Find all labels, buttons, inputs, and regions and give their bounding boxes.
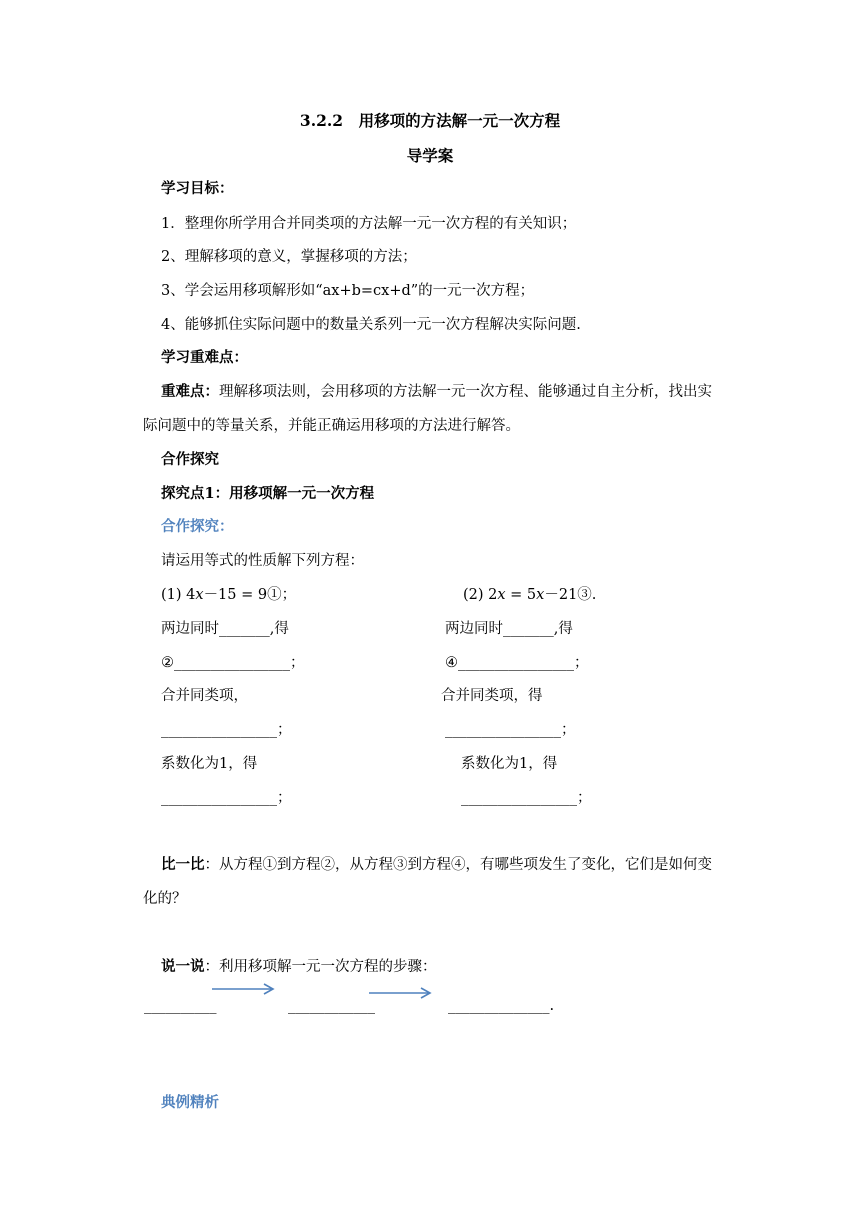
objective-item: 2、理解移项的意义，掌握移项的方法； <box>161 249 417 265</box>
objective-item: 1．整理你所学用合并同类项的方法解一元一次方程的有关知识； <box>161 216 577 232</box>
say-label: 说一说 <box>161 958 205 975</box>
key-points-label: 重难点： <box>161 383 219 400</box>
step-blank-3: ______________. <box>448 998 555 1014</box>
compare-line-1: 比一比：从方程①到方程②，从方程③到方程④，有哪些项发生了变化，它们是如何变 <box>161 856 712 873</box>
say-line: 说一说：利用移项解一元一次方程的步骤： <box>161 958 437 975</box>
eq2-step-1: 两边同时_______,得 <box>445 621 573 637</box>
cooperation-prompt: 请运用等式的性质解下列方程： <box>161 553 364 569</box>
compare-line-2: 化的？ <box>143 891 187 907</box>
objectives-heading: 学习目标： <box>161 180 234 197</box>
key-points-heading: 学习重难点： <box>161 349 248 366</box>
example-heading: 典例精析 <box>161 1094 219 1111</box>
eq1-step-3: 合并同类项， <box>161 688 248 704</box>
page-subtitle: 导学案 <box>406 146 454 165</box>
eq2-step-4: ________________； <box>445 722 576 738</box>
objective-item: 3、学会运用移项解形如“ax+b=cx+d”的一元一次方程； <box>161 283 535 299</box>
cooperation-heading: 合作探究 <box>161 451 219 468</box>
cooperation-subheading: 合作探究： <box>161 518 234 535</box>
objective-item: 4、能够抓住实际问题中的数量关系列一元一次方程解决实际问题. <box>161 317 581 333</box>
key-points-line-1 <box>161 382 712 402</box>
eq1-step-5: 系数化为1，得 <box>161 756 258 772</box>
key-points-text: 理解移项法则，会用移项的方法解一元一次方程、能够通过自主分析，找出实 <box>219 384 712 400</box>
eq1-step-4: ________________； <box>161 722 292 738</box>
eq1-step-2: ②________________； <box>161 655 305 671</box>
page-title: 3.2.2 用移项的方法解一元一次方程 <box>299 111 561 130</box>
explore-point-1: 探究点1：用移项解一元一次方程 <box>161 485 375 502</box>
compare-label: 比一比 <box>161 856 205 873</box>
step-blank-2: ____________ <box>288 998 375 1014</box>
equation-2: (2) 2x = 5x－21③. <box>463 587 597 603</box>
eq1-step-1: 两边同时_______,得 <box>161 621 289 637</box>
arrow-icon <box>367 986 433 1000</box>
eq2-step-6: ________________； <box>461 790 592 806</box>
key-points-line-2: 际问题中的等量关系，并能正确运用移项的方法进行解答。 <box>143 418 520 434</box>
arrow-icon <box>210 982 276 996</box>
step-blank-1: __________ <box>144 998 217 1014</box>
eq2-step-5: 系数化为1，得 <box>461 756 558 772</box>
eq2-step-2: ④________________； <box>445 655 589 671</box>
eq2-step-3: 合并同类项，得 <box>441 688 543 704</box>
eq1-step-6: ________________； <box>161 790 292 806</box>
equation-1: (1) 4x－15 = 9①； <box>161 587 297 603</box>
